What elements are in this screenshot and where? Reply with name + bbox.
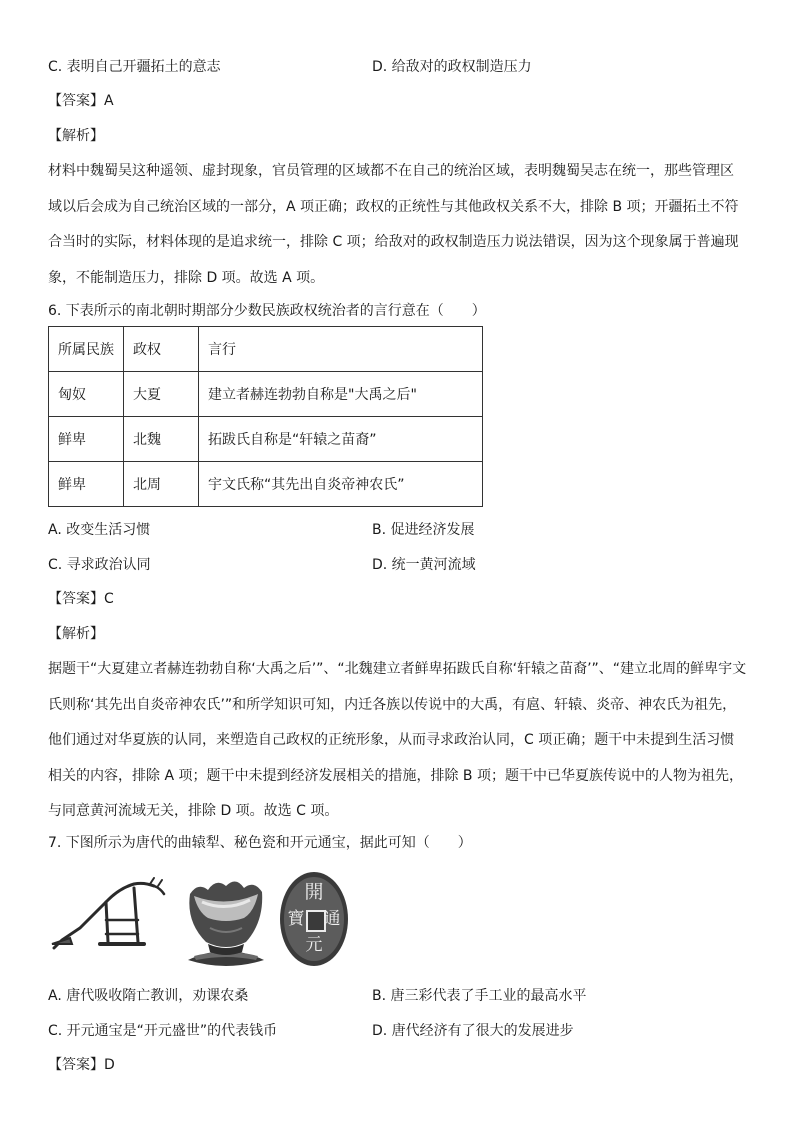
mise-porcelain-image [180, 872, 272, 972]
table-cell: 北周 [124, 462, 199, 507]
q6-option-c: C. 寻求政治认同 [48, 557, 151, 573]
coin-char-bottom: 元 [305, 935, 323, 955]
table-row [49, 462, 483, 507]
q6-option-a: A. 改变生活习惯 [48, 522, 151, 538]
q6-analysis-line: 与同意黄河流域无关，排除 D 项。故选 C 项。 [48, 803, 339, 819]
table-cell: 匈奴 [49, 372, 124, 417]
table-cell: 建立者赫连勃勃自称是"大禹之后" [199, 372, 483, 417]
q5-analysis [48, 154, 748, 296]
q5-analysis-line: 域以后会成为自己统治区域的一部分，A 项正确；政权的正统性与其他政权关系不大，排除 B 项；开疆拓土不符 [48, 198, 739, 215]
table-header-row [49, 327, 483, 372]
q6-analysis-line: 相关的内容，排除 A 项；题干中未提到经济发展相关的措施，排除 B 项；题干中已华夏族传说中的人物为祖先， [48, 767, 743, 784]
table-cell: 鲜卑 [49, 417, 124, 462]
q5-analysis-line: 合当时的实际，材料体现的是追求统一，排除 C 项；给敌对的政权制造压力说法错误，因为这个现象属于普遍现 [48, 234, 739, 250]
table-header-cell: 所属民族 [49, 327, 124, 372]
q6-analysis-line: 他们通过对华夏族的认同，来塑造自己政权的正统形象，从而寻求政治认同，C 项正确；题干中未提到生活习惯 [48, 732, 735, 748]
q6-option-b: B. 促进经济发展 [372, 522, 475, 538]
q6-analysis-label: 【解析】 [48, 626, 104, 642]
coin-char-left: 寶 [287, 909, 305, 929]
q5-option-c: C. 表明自己开疆拓土的意志 [48, 59, 221, 75]
table-row [49, 372, 483, 417]
q6-analysis-line: 氏则称‘其先出自炎帝神农氏’”和所学知识可知，内迁各族以传说中的大禹，有扈、轩辕、炎帝、神农氏为祖先， [48, 696, 737, 713]
q5-option-d: D. 给敌对的政权制造压力 [372, 59, 532, 75]
q7-option-b: B. 唐三彩代表了手工业的最高水平 [372, 988, 587, 1004]
quyuan-plough-image [50, 876, 170, 958]
q6-table [48, 326, 483, 507]
coin-char-top: 開 [304, 881, 324, 903]
table-cell: 北魏 [124, 417, 199, 462]
table-cell: 鲜卑 [49, 462, 124, 507]
kaiyuan-coin-image [280, 872, 348, 966]
q6-analysis [48, 652, 748, 830]
q7-answer: 【答案】D [48, 1057, 115, 1073]
table-header-cell: 政权 [124, 327, 199, 372]
q7-option-d: D. 唐代经济有了很大的发展进步 [372, 1023, 574, 1039]
q6-option-d: D. 统一黄河流域 [372, 557, 476, 573]
q6-stem: 6. 下表所示的南北朝时期部分少数民族政权统治者的言行意在（ ） [48, 303, 486, 319]
coin-char-right: 通 [323, 909, 341, 929]
q5-answer: 【答案】A [48, 93, 114, 109]
table-row [49, 417, 483, 462]
table-cell: 宇文氏称“其先出自炎帝神农氏” [199, 462, 483, 507]
q7-option-a: A. 唐代吸收隋亡教训，劝课农桑 [48, 988, 249, 1004]
q5-analysis-line: 材料中魏蜀吴这种遥领、虚封现象，官员管理的区域都不在自己的统治区域，表明魏蜀吴志在统一，那些管理区 [48, 163, 734, 179]
q5-analysis-label: 【解析】 [48, 128, 104, 144]
q7-option-c: C. 开元通宝是“开元盛世”的代表钱币 [48, 1023, 278, 1039]
q6-answer: 【答案】C [48, 591, 114, 607]
table-cell: 大夏 [124, 372, 199, 417]
q7-stem: 7. 下图所示为唐代的曲辕犁、秘色瓷和开元通宝，据此可知（ ） [48, 835, 472, 851]
q5-analysis-line: 象，不能制造压力，排除 D 项。故选 A 项。 [48, 269, 325, 286]
table-header-cell: 言行 [199, 327, 483, 372]
table-cell: 拓跋氏自称是“轩辕之苗裔” [199, 417, 483, 462]
q6-analysis-line: 据题干“大夏建立者赫连勃勃自称‘大禹之后’”、“北魏建立者鲜卑拓跋氏自称‘轩辕之苗裔’”、“建立北周的鲜卑宇文 [48, 661, 747, 677]
